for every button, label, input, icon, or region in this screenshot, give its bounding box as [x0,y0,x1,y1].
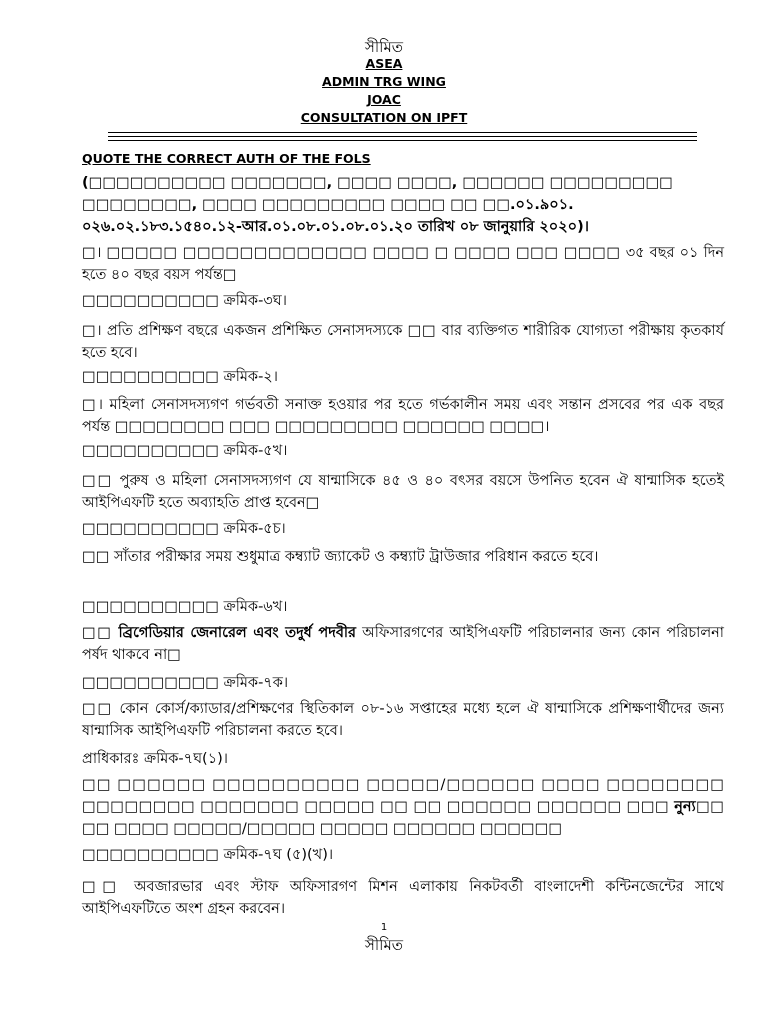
answer-3: □□□□□□□□□□ ক্রমিক-৫খ। [82,443,288,459]
statement-2: □। প্রতি প্রশিক্ষণ বছরে একজন প্রশিক্ষিত সেনাসদস্যকে □□ বার ব্যক্তিগত শারীরিক যোগ্যতা পরীক্ষায় কৃতকার্য হতে হবে। [82,323,724,361]
statement-6-emphasis: ব্রিগেডিয়ার জেনারেল এবং তদুর্ধ পদবীর [118,625,357,641]
page-number: 1 [380,922,388,933]
header-line-subject: CONSULTATION ON IPFT [300,110,468,125]
reference-line-2: □□□□□□□□, □□□□ □□□□□□□□□ □□□□ □□ □□.০১.৯০১. [82,197,574,213]
statement-7: □□ কোন কোর্স/ক্যাডার/প্রশিক্ষণের স্থিতিকাল ০৮-১৬ সপ্তাহের মধ্যে হলে ঐ ষান্মাসিকে প্রশিক্ষণার্থীদের জন্য ষান্মাসিক আইপিএফটি পরিচালনা করতে হবে। [82,701,724,739]
statement-8 [82,774,724,840]
answer-7: প্রাধিকারঃ ক্রমিক-৭ঘ(১)। [82,751,228,767]
answer-6: □□□□□□□□□□ ক্রমিক-৭ক। [82,675,289,691]
statement-4: □□ পুরুষ ও মহিলা সেনাসদস্যগণ যে ষান্মাসিকে ৪৫ ও ৪০ বৎসর বয়সে উপনিত হবেন ঐ ষান্মাসিক হতেই আইপিএফটি হতে অব্যাহতি প্রাপ্ত হবেন□ [82,473,724,511]
statement-8-emphasis: নুন্য [674,799,696,815]
classification-top: সীমিত [364,38,404,56]
answer-5: □□□□□□□□□□ ক্রমিক-৬খ। [82,599,288,615]
header-rule-middle [108,136,697,137]
answer-8: □□□□□□□□□□ ক্রমিক-৭ঘ (৫)(খ)। [82,847,334,863]
statement-1: □। □□□□□ □□□□□□□□□□□□□ □□□□ □ □□□□ □□□ □□□□ ৩৫ বছর ০১ দিন হতে ৪০ বছর বয়স পর্যন্ত□ [82,245,724,283]
statement-6 [82,622,724,666]
question-heading: QUOTE THE CORRECT AUTH OF THE FOLS [82,151,371,166]
statement-9: □□ অবজারভার এবং স্টাফ অফিসারগণ মিশন এলাকায় নিকটবর্তী বাংলাদেশী কন্টিনজেন্টের সাথে আইপিএফটিতে অংশ গ্রহন করবেন। [82,879,724,917]
statement-3: □। মহিলা সেনাসদস্যগণ গর্ভবতী সনাক্ত হওয়ার পর হতে গর্ভকালীন সময় এবং সন্তান প্রসবের পর এক বছর পর্যন্ত □□□□□□□□ □□□ □□□□□□□□□ □□□□□□ □□□□। [82,397,724,435]
statement-8-prefix: □□ □□□□□□ □□□□□□□□□□ □□□□□/□□□□□□ □□□□ □□□□□□□□ □□□□□□□□ □□□□□□□ □□□□□ □□ □□ □□□□□□ □□□□□□ □□□ [82,777,724,815]
header-line-wing: ADMIN TRG WING [322,74,446,89]
statement-8-rest: □□ □□ □□□□ □□□□□/□□□□□ □□□□□ □□□□□□ □□□□□□ [82,799,724,837]
header-line-joac: JOAC [367,92,401,107]
answer-4: □□□□□□□□□□ ক্রমিক-৫চ। [82,521,286,537]
reference-line-1: (□□□□□□□□□□ □□□□□□□, □□□□ □□□□, □□□□□□ □□□□□□□□□ [82,175,673,191]
statement-5: □□ সাঁতার পরীক্ষার সময় শুধুমাত্র কম্ব্যাট জ্যাকেট ও কম্ব্যাট ট্রাউজার পরিধান করতে হবে। [82,549,599,565]
statement-6-rest: অফিসারগণের আইপিএফটি পরিচালনার জন্য কোন পরিচালনা পর্ষদ থাকবে না□ [82,625,724,663]
statement-6-prefix: □□ [82,625,119,641]
reference-line-3: ০২৬.০২.১৮৩.১৫৪০.১২-আর.০১.০৮.০১.০৮.০১.২০ তারিখ ০৮ জানুয়ারি ২০২০)। [82,219,589,235]
classification-bottom: সীমিত [364,936,404,954]
answer-2: □□□□□□□□□□ ক্রমিক-২। [82,369,278,385]
header-line-asea: ASEA [365,56,403,71]
header-rule-top [108,132,697,133]
reference-block [82,172,724,238]
header-rule-bottom [108,140,697,141]
answer-1: □□□□□□□□□□ ক্রমিক-৩ঘ। [82,293,287,309]
